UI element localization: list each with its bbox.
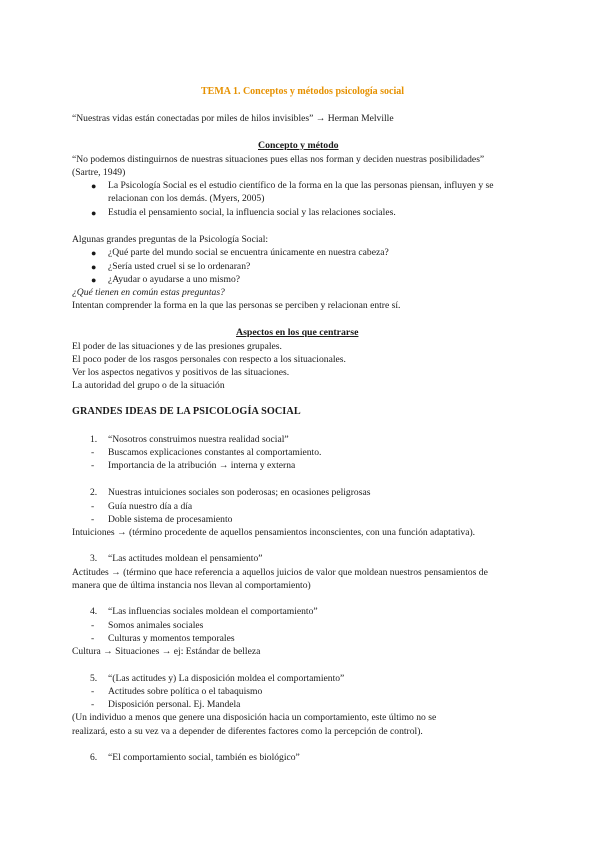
dash-marker: - (91, 620, 95, 631)
melville-quote: “Nuestras vidas están conectadas por miles de hilos invisibles” → Herman Melville (72, 113, 394, 124)
questions-intro: Algunas grandes preguntas de la Psicología Social: (72, 234, 269, 245)
idea-title: Nuestras intuiciones sociales son poderosas; en ocasiones peligrosas (108, 487, 371, 498)
idea-title: “El comportamiento social, también es biológico” (108, 752, 300, 763)
idea-title: “Las influencias sociales moldean el comportamiento” (108, 606, 318, 617)
dash-marker: - (91, 699, 95, 710)
list-item: ¿Sería usted cruel si se lo ordenaran? (108, 261, 251, 272)
dash-item: Importancia de la atribución → interna y externa (108, 460, 296, 471)
item-number: 1. (90, 434, 98, 445)
bullet-icon: ● (91, 208, 97, 218)
list-item: La Psicología Social es el estudio científico de la forma en la que las personas piensan, influyen y se (108, 180, 494, 191)
list-item: Estudia el pensamiento social, la influencia social y las relaciones sociales. (108, 207, 396, 218)
idea-note: Intuiciones → (término procedente de aquellos pensamientos inconscientes, con una función adaptativa). (72, 527, 476, 538)
document-title: TEMA 1. Conceptos y métodos psicología social (201, 86, 405, 97)
common-answer: Intentan comprender la forma en la que las personas se perciben y relacionan entre sí. (72, 300, 401, 311)
dash-item: Disposición personal. Ej. Mandela (108, 699, 241, 710)
dash-marker: - (91, 633, 95, 644)
dash-marker: - (91, 447, 95, 458)
bullet-icon: ● (91, 275, 97, 285)
item-number: 2. (90, 487, 98, 498)
idea-note: Actitudes → (término que hace referencia a aquellos juicios de valor que moldean nuestros pensamientos de (72, 567, 488, 578)
bullet-icon: ● (91, 262, 97, 272)
dash-marker: - (91, 686, 95, 697)
idea-note-continuation: realizará, esto a su vez va a depender de diferentes factores como la percepción de control). (72, 726, 423, 737)
item-number: 4. (90, 606, 98, 617)
dash-item: Doble sistema de procesamiento (108, 514, 233, 525)
dash-marker: - (91, 460, 95, 471)
section-heading-aspectos: Aspectos en los que centrarse (236, 327, 359, 338)
text-line: La autoridad del grupo o de la situación (72, 380, 225, 391)
idea-note-continuation: manera que de última instancia nos llevan al comportamiento) (72, 580, 311, 591)
idea-title: “Nosotros construimos nuestra realidad social” (108, 434, 289, 445)
section-heading-concepto: Concepto y método (258, 140, 339, 151)
idea-title: “(Las actitudes y) La disposición moldea el comportamiento” (108, 673, 345, 684)
idea-note: Cultura → Situaciones → ej: Estándar de belleza (72, 646, 261, 657)
bullet-icon: ● (91, 181, 97, 191)
dash-item: Somos animales sociales (108, 620, 204, 631)
sartre-citation: (Sartre, 1949) (72, 167, 126, 178)
dash-marker: - (91, 514, 95, 525)
item-number: 6. (90, 752, 98, 763)
dash-item: Actitudes sobre política o el tabaquismo (108, 686, 263, 697)
item-number: 5. (90, 673, 98, 684)
list-item: ¿Ayudar o ayudarse a uno mismo? (108, 274, 241, 285)
common-question: ¿Qué tienen en común estas preguntas? (72, 287, 225, 298)
text-line: Ver los aspectos negativos y positivos de las situaciones. (72, 367, 290, 378)
list-item-continuation: relacionan con los demás. (Myers, 2005) (108, 193, 265, 204)
idea-title: “Las actitudes moldean el pensamiento” (108, 553, 263, 564)
dash-item: Buscamos explicaciones constantes al comportamiento. (108, 447, 322, 458)
item-number: 3. (90, 553, 98, 564)
idea-note: (Un individuo a menos que genere una disposición hacia un comportamiento, este último no se (72, 712, 437, 723)
dash-marker: - (91, 501, 95, 512)
dash-item: Guía nuestro día a día (108, 501, 193, 512)
sartre-quote: “No podemos distinguirnos de nuestras situaciones pues ellas nos forman y deciden nuestras posibilidades” (72, 154, 485, 165)
bullet-icon: ● (91, 248, 97, 258)
dash-item: Culturas y momentos temporales (108, 633, 235, 644)
section-heading-grandes-ideas: GRANDES IDEAS DE LA PSICOLOGÍA SOCIAL (72, 406, 301, 417)
list-item: ¿Qué parte del mundo social se encuentra únicamente en nuestra cabeza? (108, 247, 389, 258)
text-line: El poder de las situaciones y de las presiones grupales. (72, 341, 282, 352)
text-line: El poco poder de los rasgos personales con respecto a los situacionales. (72, 354, 346, 365)
